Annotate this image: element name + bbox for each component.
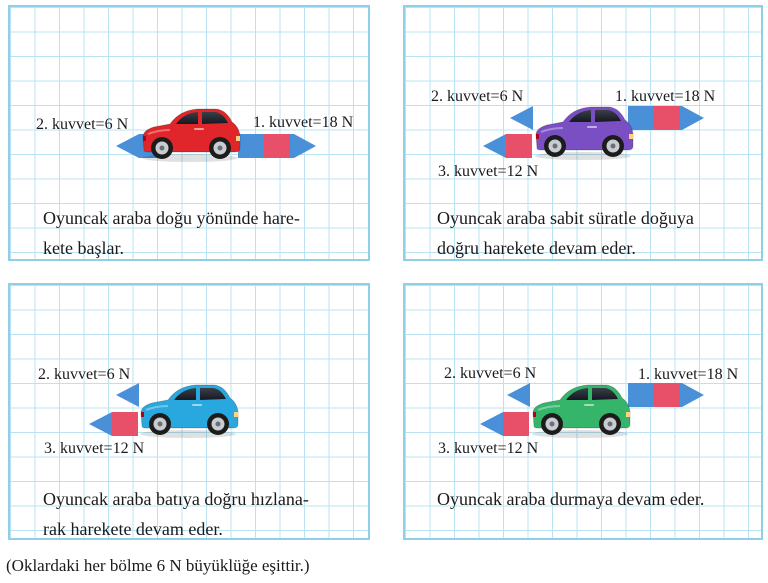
panel-2-car-taillight <box>536 134 539 139</box>
panel-2-force-2-label: 2. kuvvet=6 N <box>431 88 524 105</box>
panel-4-force-3-label: 3. kuvvet=12 N <box>438 440 539 457</box>
panel-1-caption-line-1: Oyuncak araba doğu yönünde hare- <box>43 208 300 228</box>
panel-1-caption <box>43 203 363 263</box>
panel-3-car-headlight <box>234 412 238 417</box>
panel-2-caption <box>437 203 757 263</box>
panel-4-force-2-arrow <box>507 383 530 407</box>
panel-4-car-hub-1 <box>550 422 555 427</box>
panel-3-force-2-label: 2. kuvvet=6 N <box>38 366 131 383</box>
panel-3-car <box>140 385 238 438</box>
panel-2-force-3-label: 3. kuvvet=12 N <box>438 163 539 180</box>
panel-3-force-3-arrow <box>89 412 138 436</box>
panel-4-force-1-label: 1. kuvvet=18 N <box>638 366 739 383</box>
panel-3-caption-line-2: rak harekete devam eder. <box>43 519 223 539</box>
panel-2-caption-line-1: Oyuncak araba sabit süratle doğuya <box>437 208 694 228</box>
panel-4-car-door-handle <box>584 404 594 406</box>
panel-1-caption-line-2: kete başlar. <box>43 238 124 258</box>
panel-4-car <box>532 385 630 438</box>
panel-4-force-2-label: 2. kuvvet=6 N <box>444 365 537 382</box>
panel-3-car-door-handle <box>192 404 202 406</box>
panel-1-force-1-arrow <box>238 134 316 158</box>
panel-2-force-1-arrow <box>628 106 704 130</box>
panel-2-caption-line-2: doğru harekete devam eder. <box>437 238 636 258</box>
panel-4-force-3-arrow <box>480 412 529 436</box>
panel-3-car-hub-2 <box>216 422 221 427</box>
panel-1-force-1-label: 1. kuvvet=18 N <box>253 114 354 131</box>
panel-1-force-2-label: 2. kuvvet=6 N <box>36 116 129 133</box>
panel-2-car <box>535 107 633 160</box>
footnote: (Oklardaki her bölme 6 N büyüklüğe eşittir.) <box>6 556 310 575</box>
panel-2-car-headlight <box>629 134 633 139</box>
panel-2-force-1-label: 1. kuvvet=18 N <box>615 88 716 105</box>
panel-3-force-3-label: 3. kuvvet=12 N <box>44 440 145 457</box>
panel-2-force-2-arrow <box>510 106 533 130</box>
panel-1-car-hub-1 <box>160 146 165 151</box>
panel-1-car-taillight <box>143 136 146 141</box>
panel-3-car-hub-1 <box>158 422 163 427</box>
panel-2-car-hub-1 <box>553 144 558 149</box>
panel-3-caption <box>43 484 363 544</box>
panel-3-caption-line-1: Oyuncak araba batıya doğru hızlana- <box>43 489 309 509</box>
panel-1-car-headlight <box>236 136 240 141</box>
panel-4-car-hub-2 <box>608 422 613 427</box>
panel-4-caption <box>437 484 757 514</box>
panel-1-car-door-handle <box>194 128 204 130</box>
panel-2-force-3-arrow <box>483 134 532 158</box>
panel-4-car-headlight <box>626 412 630 417</box>
panel-2-car-hub-2 <box>611 144 616 149</box>
panel-3-car-taillight <box>141 412 144 417</box>
panel-4-force-1-arrow <box>628 383 704 407</box>
panel-4-car-taillight <box>533 412 536 417</box>
panel-1-car-hub-2 <box>218 146 223 151</box>
panel-1-car <box>142 109 240 162</box>
panel-3-force-2-arrow <box>116 383 139 407</box>
panel-2-car-door-handle <box>587 126 597 128</box>
panel-4-caption-line-1: Oyuncak araba durmaya devam eder. <box>437 489 705 509</box>
